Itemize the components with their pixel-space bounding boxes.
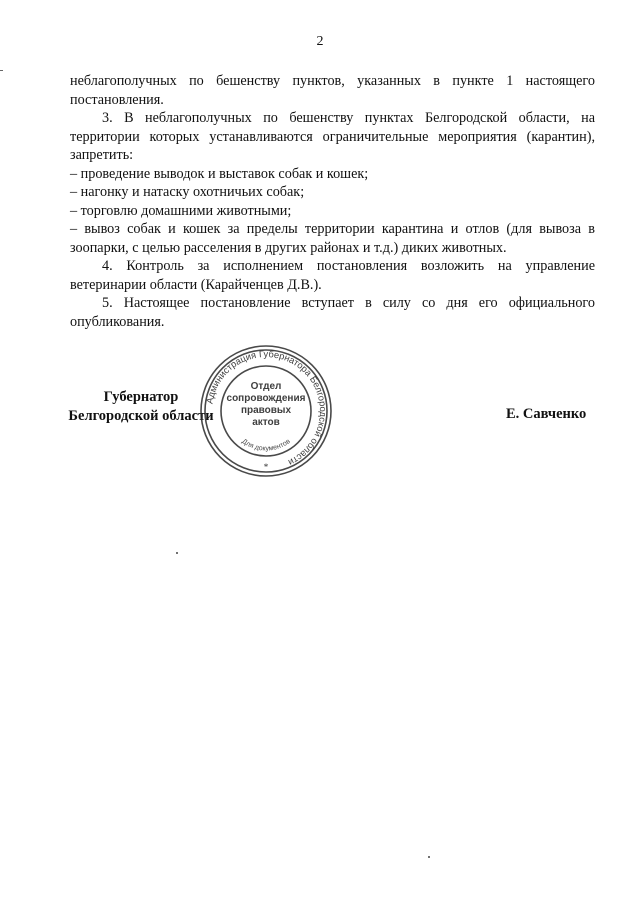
stamp-ring-text: Администрация Губернатора Белгородской области	[204, 348, 329, 468]
edge-mark	[0, 70, 3, 71]
stamp-bottom-text: Для документов	[240, 438, 292, 453]
stamp-center-line2: сопровождения	[226, 393, 306, 404]
paragraph-4: 4. Контроль за исполнением постановления возложить на управление ветеринарии области (Карайченцев Д.В.).	[70, 258, 595, 293]
list-item-export: – вывоз собак и кошек за пределы территории карантина и отлов (для вывоза в зоопарки, с целью расселения в других районах и т.д.) диких животных.	[70, 221, 595, 256]
list-item-pet-trade: – торговлю домашними животными;	[70, 202, 292, 219]
stamp-center-line1: Отдел	[250, 381, 282, 392]
list-item-hunting-dogs: – нагонку и натаску охотничьих собак;	[70, 184, 305, 200]
stamp-center-line3: правовых	[240, 405, 292, 416]
document-body	[70, 72, 595, 331]
signatory-title-line1: Губернатор	[103, 389, 179, 405]
list-item-exhibitions: – проведение выводок и выставок собак и кошек;	[70, 165, 369, 182]
scan-speck	[428, 856, 430, 858]
signatory-title	[66, 388, 216, 426]
official-seal-stamp	[198, 343, 334, 479]
page-number: 2	[316, 34, 324, 49]
signatory-title-line2: Белгородской области	[68, 408, 214, 424]
scan-speck	[176, 552, 178, 554]
paragraph-3: 3. В неблагополучных по бешенству пунктах Белгородской области, на территории которых устанавливаются ограничительные мероприятия (карантин), запретить:	[70, 110, 595, 163]
paragraph-5: 5. Настоящее постановление вступает в силу со дня его официального опубликования.	[70, 295, 595, 330]
signatory-name: Е. Савченко	[506, 406, 587, 422]
stamp-star-icon: *	[263, 462, 269, 472]
stamp-center-line4: актов	[252, 417, 280, 428]
paragraph-continuation: неблагополучных по бешенству пунктов, указанных в пункте 1 настоящего постановления.	[70, 73, 595, 108]
